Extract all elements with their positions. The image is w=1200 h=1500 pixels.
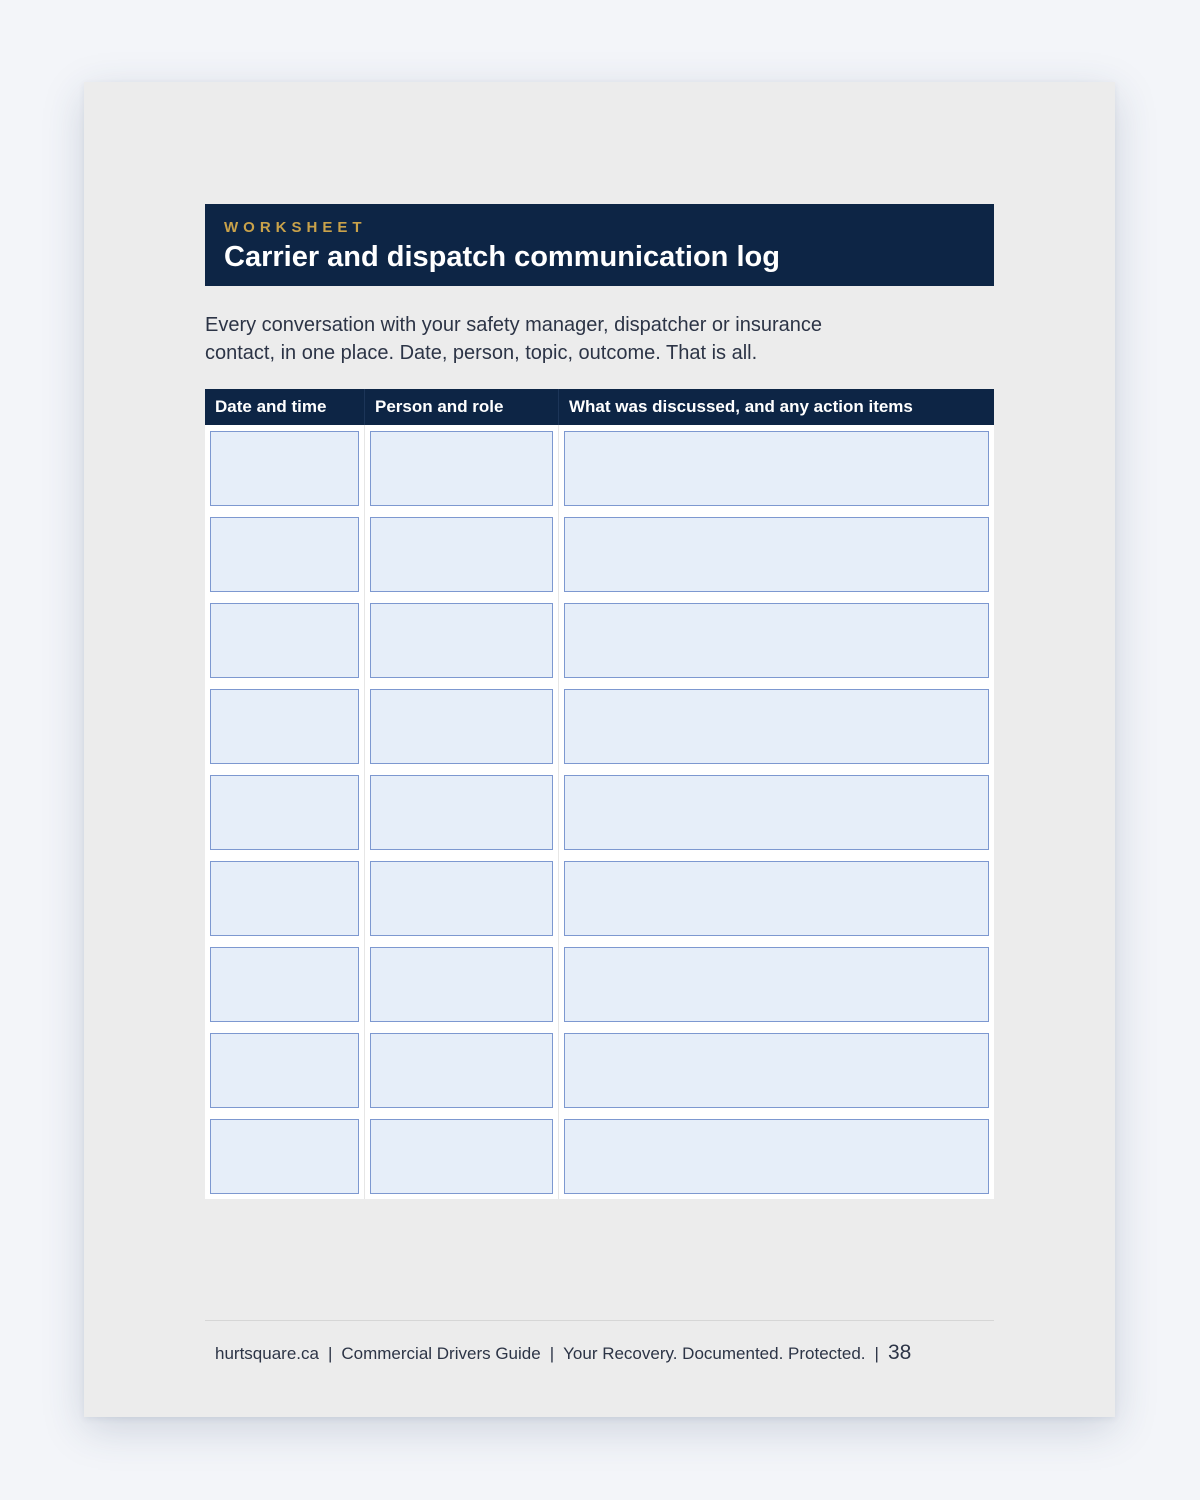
person-role-field[interactable] <box>370 431 553 506</box>
table-cell <box>559 511 994 597</box>
table-row <box>205 683 994 769</box>
table-header-row <box>205 389 994 425</box>
table-row <box>205 1113 994 1199</box>
footer-site: hurtsquare.ca <box>215 1344 319 1363</box>
table-cell <box>559 941 994 1027</box>
person-role-field[interactable] <box>370 1033 553 1108</box>
discussion-field[interactable] <box>564 861 989 936</box>
table-cell <box>205 597 365 683</box>
discussion-field[interactable] <box>564 431 989 506</box>
table-cell <box>365 683 559 769</box>
table-cell <box>365 1027 559 1113</box>
page-number: 38 <box>887 1341 912 1364</box>
footer-separator: | <box>327 1344 333 1363</box>
footer-separator: | <box>874 1344 879 1363</box>
discussion-field[interactable] <box>564 947 989 1022</box>
table-cell <box>365 1113 559 1199</box>
header-discussion: What was discussed, and any action items <box>559 389 994 425</box>
table-row <box>205 855 994 941</box>
table-cell <box>205 941 365 1027</box>
table-cell <box>559 855 994 941</box>
table-cell <box>365 425 559 511</box>
discussion-field[interactable] <box>564 517 989 592</box>
table-cell <box>559 1027 994 1113</box>
date-time-field[interactable] <box>210 517 359 592</box>
table-cell <box>559 683 994 769</box>
table-cell <box>205 769 365 855</box>
header-person-role: Person and role <box>365 389 559 425</box>
discussion-field[interactable] <box>564 775 989 850</box>
footer-guide: Commercial Drivers Guide <box>341 1344 541 1363</box>
person-role-field[interactable] <box>370 603 553 678</box>
table-cell <box>559 1113 994 1199</box>
intro-line-2: contact, in one place. Date, person, topic, outcome. That is all. <box>205 342 758 364</box>
table-cell <box>205 425 365 511</box>
table-cell <box>205 683 365 769</box>
table-cell <box>205 1113 365 1199</box>
table-cell <box>205 855 365 941</box>
date-time-field[interactable] <box>210 775 359 850</box>
date-time-field[interactable] <box>210 947 359 1022</box>
table-row <box>205 769 994 855</box>
date-time-field[interactable] <box>210 431 359 506</box>
person-role-field[interactable] <box>370 689 553 764</box>
table-cell <box>365 769 559 855</box>
date-time-field[interactable] <box>210 603 359 678</box>
intro-paragraph <box>205 311 965 367</box>
person-role-field[interactable] <box>370 861 553 936</box>
footer-tagline: Your Recovery. Documented. Protected. <box>563 1344 866 1363</box>
date-time-field[interactable] <box>210 1119 359 1194</box>
discussion-field[interactable] <box>564 603 989 678</box>
footer-divider <box>205 1320 994 1321</box>
table-row <box>205 941 994 1027</box>
date-time-field[interactable] <box>210 1033 359 1108</box>
person-role-field[interactable] <box>370 947 553 1022</box>
communication-log-table <box>205 389 994 1199</box>
discussion-field[interactable] <box>564 689 989 764</box>
table-row <box>205 597 994 683</box>
table-row <box>205 1027 994 1113</box>
discussion-field[interactable] <box>564 1033 989 1108</box>
document-page <box>84 82 1115 1417</box>
table-cell <box>205 511 365 597</box>
worksheet-header <box>205 204 994 286</box>
header-date-time: Date and time <box>205 389 365 425</box>
table-cell <box>365 941 559 1027</box>
discussion-field[interactable] <box>564 1119 989 1194</box>
person-role-field[interactable] <box>370 775 553 850</box>
table-row <box>205 511 994 597</box>
table-cell <box>559 597 994 683</box>
date-time-field[interactable] <box>210 689 359 764</box>
table-cell <box>365 855 559 941</box>
table-row <box>205 425 994 511</box>
table-cell <box>365 597 559 683</box>
table-cell <box>205 1027 365 1113</box>
person-role-field[interactable] <box>370 1119 553 1194</box>
table-cell <box>559 769 994 855</box>
person-role-field[interactable] <box>370 517 553 592</box>
worksheet-title: Carrier and dispatch communication log <box>224 241 780 273</box>
footer-separator: | <box>549 1344 555 1363</box>
intro-line-1: Every conversation with your safety manager, dispatcher or insurance <box>205 314 822 336</box>
date-time-field[interactable] <box>210 861 359 936</box>
table-cell <box>365 511 559 597</box>
worksheet-eyebrow: WORKSHEET <box>224 219 367 236</box>
table-body <box>205 425 994 1199</box>
page-footer <box>215 1341 985 1365</box>
table-cell <box>559 425 994 511</box>
